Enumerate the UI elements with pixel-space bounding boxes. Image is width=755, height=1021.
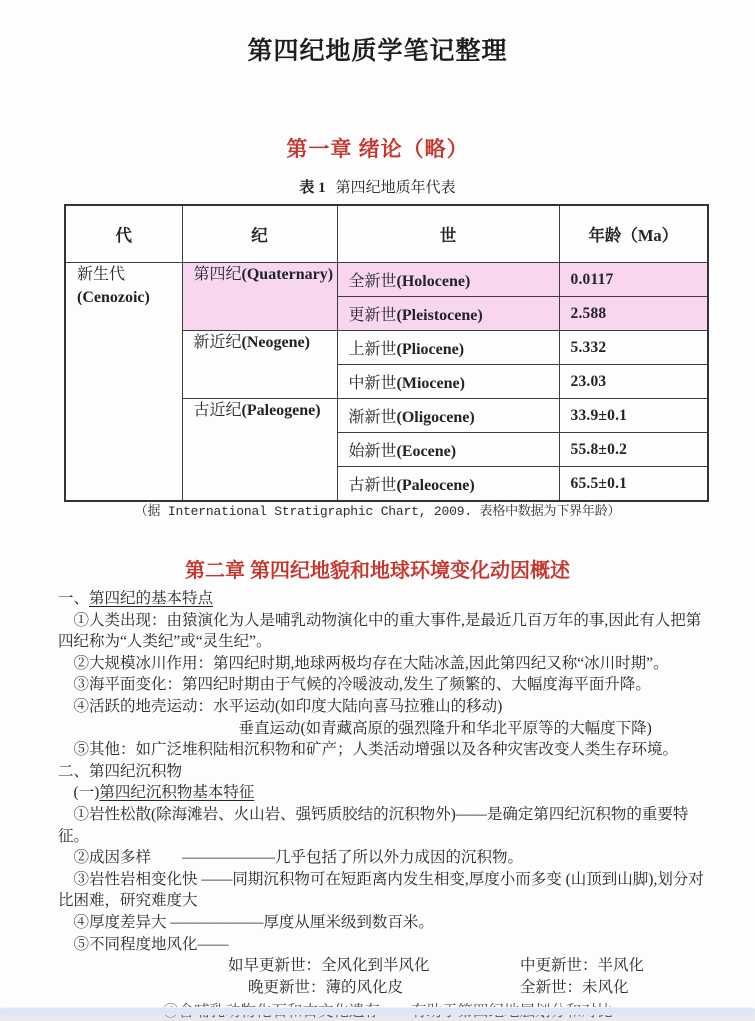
period-name-en: (Neogene) bbox=[241, 334, 310, 351]
section1-number: 一、 bbox=[58, 590, 90, 607]
epoch-name-en: (Pleistocene) bbox=[396, 307, 483, 324]
weathering-middle-pleistocene: 中更新世：半风化 bbox=[520, 957, 645, 975]
paragraph-thickness-difference: ④厚度差异大 ——————厚度从厘米级到数百米。 bbox=[73, 913, 434, 931]
paragraph-glaciation: ②大规模冰川作用：第四纪时期,地球两极均存在大陆冰盖,因此第四纪又称“冰川时期”。 bbox=[73, 654, 669, 672]
epoch-name-cn: 始新世 bbox=[348, 443, 397, 460]
paragraph-human-appearance: ①人类出现：由猿演化为人是哺乳动物演化中的重大事件,是最近几百万年的事,因此有人把第四纪称为“人类纪”或“灵生纪”。 bbox=[58, 611, 702, 651]
epoch-name-en: (Miocene) bbox=[396, 375, 465, 392]
table-row bbox=[65, 263, 708, 297]
weathering-row-1 bbox=[58, 955, 704, 977]
weathering-holocene: 全新世：未风化 bbox=[520, 978, 629, 996]
period-name-en: (Paleogene) bbox=[241, 402, 321, 419]
paragraph-weathering-degrees: ⑤不同程度地风化—— bbox=[73, 935, 229, 953]
geologic-time-table-wrapper bbox=[64, 204, 709, 502]
epoch-name-cn: 古新世 bbox=[348, 477, 397, 494]
age-cell: 65.5±0.1 bbox=[559, 467, 708, 502]
section2-heading bbox=[58, 761, 704, 783]
section2-title: 第四纪沉积物 bbox=[89, 762, 183, 780]
epoch-name-en: (Oligocene) bbox=[396, 409, 475, 426]
period-cell-neogene bbox=[182, 331, 337, 399]
age-cell: 0.0117 bbox=[559, 263, 708, 297]
body-text bbox=[58, 588, 704, 998]
epoch-name-cn: 更新世 bbox=[348, 307, 397, 324]
table-caption-text: 第四纪地质年代表 bbox=[335, 180, 456, 196]
section1-title: 第四纪的基本特点 bbox=[89, 590, 214, 607]
subsection1-title: 第四纪沉积物基本特征 bbox=[99, 784, 255, 802]
geologic-time-table bbox=[64, 204, 709, 502]
subsection1-number: (一) bbox=[73, 784, 100, 802]
epoch-name-en: (Eocene) bbox=[396, 443, 457, 460]
period-cell-quaternary bbox=[182, 263, 337, 331]
paragraph-vertical-movement: 垂直运动(如青藏高原的强烈隆升和华北平原等的大幅度下降) bbox=[238, 719, 652, 737]
table-caption-label: 表 1 bbox=[299, 180, 326, 196]
header-period: 纪 bbox=[182, 205, 337, 263]
epoch-cell-pliocene bbox=[337, 331, 559, 365]
chapter2-heading: 第二章 第四纪地貌和地球环境变化动因概述 bbox=[185, 560, 570, 582]
age-cell: 5.332 bbox=[559, 331, 708, 365]
period-name-cn: 第四纪 bbox=[193, 266, 242, 283]
epoch-name-en: (Holocene) bbox=[396, 273, 471, 290]
epoch-name-cn: 渐新世 bbox=[348, 409, 397, 426]
table-source-note: （据 International Stratigraphic Chart, 2009. 表格中数据为下界年龄） bbox=[134, 504, 621, 519]
period-cell-paleogene bbox=[182, 399, 337, 502]
epoch-name-cn: 全新世 bbox=[348, 273, 397, 290]
period-name-cn: 古近纪 bbox=[193, 402, 242, 419]
weathering-early-pleistocene: 如早更新世：全风化到半风化 bbox=[228, 957, 430, 975]
weathering-late-pleistocene: 晚更新世：薄的风化皮 bbox=[248, 978, 404, 996]
epoch-name-en: (Pliocene) bbox=[396, 341, 465, 358]
paragraph-sea-level: ③海平面变化：第四纪时期由于气候的冷暖波动,发生了频繁的、大幅度海平面升降。 bbox=[73, 676, 651, 694]
document-title: 第四纪地质学笔记整理 bbox=[247, 38, 508, 65]
epoch-name-cn: 中新世 bbox=[348, 375, 397, 392]
weathering-row-2 bbox=[58, 977, 704, 999]
epoch-cell-holocene bbox=[337, 263, 559, 297]
age-cell: 33.9±0.1 bbox=[559, 399, 708, 433]
header-era: 代 bbox=[65, 205, 182, 263]
period-name-en: (Quaternary) bbox=[241, 266, 334, 283]
table-header-row bbox=[65, 205, 708, 263]
epoch-cell-miocene bbox=[337, 365, 559, 399]
section1-heading bbox=[58, 588, 704, 610]
clipped-text-line bbox=[163, 999, 703, 1005]
paragraph-loose-lithology: ①岩性松散(除海滩岩、火山岩、强钙质胶结的沉积物外)——是确定第四纪沉积物的重要特征。 bbox=[58, 805, 689, 845]
epoch-cell-pleistocene bbox=[337, 297, 559, 331]
age-cell: 23.03 bbox=[559, 365, 708, 399]
epoch-name-en: (Paleocene) bbox=[396, 477, 475, 494]
paragraph-diverse-genesis: ②成因多样 ——————几乎包括了所以外力成因的沉积物。 bbox=[73, 849, 524, 867]
subsection1-heading bbox=[58, 782, 704, 804]
era-name-en: (Cenozoic) bbox=[77, 289, 150, 306]
epoch-cell-eocene bbox=[337, 433, 559, 467]
era-cell-cenozoic bbox=[65, 263, 182, 502]
epoch-cell-oligocene bbox=[337, 399, 559, 433]
table-caption bbox=[0, 176, 755, 197]
header-age: 年龄（Ma） bbox=[559, 205, 708, 263]
age-cell: 55.8±0.2 bbox=[559, 433, 708, 467]
era-name-cn: 新生代 bbox=[77, 266, 126, 283]
period-name-cn: 新近纪 bbox=[193, 334, 242, 351]
chapter1-heading: 第一章 绪论（略） bbox=[286, 137, 469, 161]
paragraph-crustal-movement: ④活跃的地壳运动：水平运动(如印度大陆向喜马拉雅山的移动) bbox=[73, 697, 503, 715]
epoch-cell-paleocene bbox=[337, 467, 559, 502]
epoch-name-cn: 上新世 bbox=[348, 341, 397, 358]
age-cell: 2.588 bbox=[559, 297, 708, 331]
header-epoch: 世 bbox=[337, 205, 559, 263]
paragraph-others: ⑤其他：如广泛堆积陆相沉积物和矿产；人类活动增强以及各种灾害改变人类生存环境。 bbox=[73, 741, 679, 759]
paragraph-facies-change: ③岩性岩相变化快 ——同期沉积物可在短距离内发生相变,厚度小而多变 (山顶到山脚),划分对比困难，研究难度大 bbox=[58, 870, 704, 910]
section2-number: 二、 bbox=[58, 762, 90, 780]
bottom-window-edge bbox=[0, 1007, 755, 1015]
